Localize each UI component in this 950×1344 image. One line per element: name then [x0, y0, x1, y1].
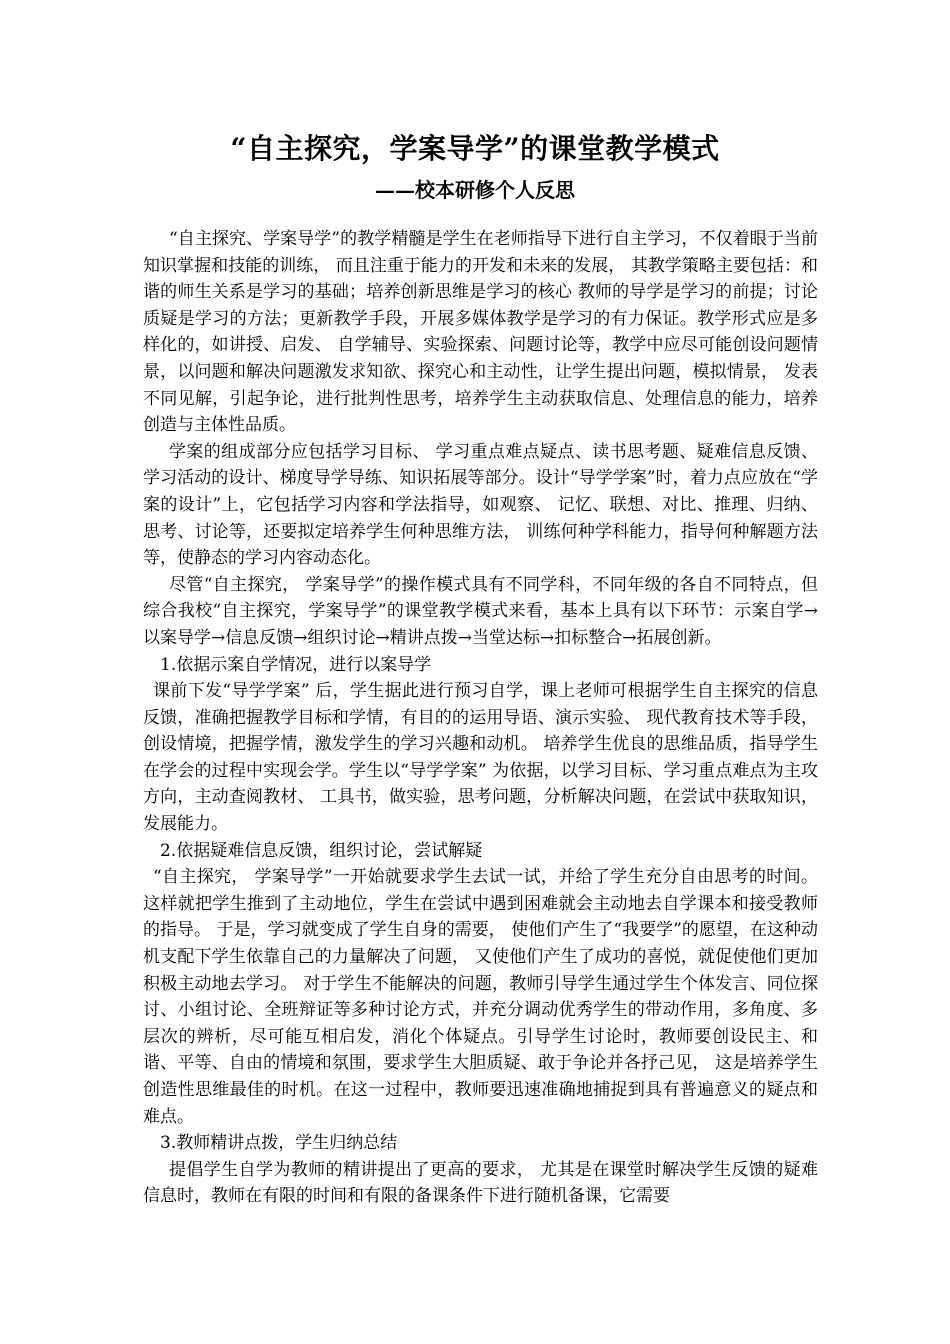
paragraph-intro: “自主探究、学案导学”的教学精髓是学生在老师指导下进行自主学习，不仅着眼于当前知识掌握和技能的训练， 而且注重于能力的开发和未来的发展， 其教学策略主要包括：和谐的师生关系是学习的基础；培养创新思维是学习的核心 教师的导学是学习的前提；讨论质疑是学习的方法；更新教学手段，开展多媒体教学是学习的有力保证。教学形式应是多样化的，如讲授、启发、 自学辅导、实验探索、问题讨论等，教学中应尽可能创设问题情景，以问题和解决问题激发求知欲、探究心和主动性，让学生提出问题，模拟情景， 发表不同见解，引起争论，进行批判性思考，培养学生主动获取信息、处理信息的能力，培养创造与主体性品质。	[143, 229, 818, 436]
paragraph-section-1: 课前下发“导学学案” 后，学生据此进行预习自学，课上老师可根据学生自主探究的信息反馈，准确把握教学目标和学情，有目的的运用导语、演示实验、 现代教育技术等手段，创设情境，把握学情，激发学生的学习兴趣和动机。 培养学生优良的思维品质，指导学生在学会的过程中实现会学。学生以“导学学案” 为依据，以学习目标、学习重点难点为主攻方向，主动查阅教材、 工具书，做实验，思考问题，分析解决问题，在尝试中获取知识，发展能力。	[143, 681, 818, 835]
paragraph-teaching-steps: 尽管“自主探究， 学案导学”的操作模式具有不同学科，不同年级的各自不同特点，但综合我校“自主探究，学案导学”的课堂教学模式来看，基本上具有以下环节：示案自学→以案导学→信息反馈→组织讨论→精讲点拨→当堂达标→扣标整合→拓展创新。	[143, 574, 818, 648]
document-title: “自主探究，学案导学”的课堂教学模式	[230, 132, 720, 165]
paragraph-section-2: “自主探究， 学案导学”一开始就要求学生去试一试，并给了学生充分自由思考的时间。 这样就把学生推到了主动地位，学生在尝试中遇到困难就会主动地去自学课本和接受教师的指导。 于是，学习就变成了学生自身的需要， 使他们产生了“我要学”的愿望，在这种动机支配下学生依靠自己的力量解决了问题， 又使他们产生了成功的喜悦，就促使他们更加积极主动地去学习。 对于学生不能解决的问题，教师引导学生通过学生个体发言、同位探讨、小组讨论、全班辩证等多种讨论方式，并充分调动优秀学生的带动作用，多角度、多层次的辨析，尽可能互相启发，消化个体疑点。引导学生讨论时，教师要创设民主、和谐、平等、自由的情境和氛围，要求学生大胆质疑、敢于争论并各抒己见， 这是培养学生创造性思维最佳的时机。在这一过程中，教师要迅速准确地捕捉到具有普遍意义的疑点和难点。	[143, 867, 818, 1127]
section-heading-1: 1.依据示案自学情况，进行以案导学	[160, 654, 432, 675]
document-body	[143, 226, 818, 1210]
document-subtitle: ——校本研修个人反思	[375, 178, 575, 202]
paragraph-section-3: 提倡学生自学为教师的精讲提出了更高的要求， 尤其是在课堂时解决学生反馈的疑难信息时，教师在有限的时间和有限的备课条件下进行随机备课，它需要	[143, 1159, 818, 1207]
section-heading-2: 2.依据疑难信息反馈，组织讨论，尝试解疑	[160, 840, 483, 861]
section-heading-3: 3.教师精讲点拨，学生归纳总结	[160, 1133, 398, 1154]
paragraph-study-guide-components: 学案的组成部分应包括学习目标、 学习重点难点疑点、读书思考题、疑难信息反馈、学习活动的设计、梯度导学导练、知识拓展等部分。设计“导学学案”时，着力点应放在“学案的设计”上，它包括学习内容和学法指导，如观察、 记忆、联想、对比、推理、归纳、思考、讨论等，还要拟定培养学生何种思维方法， 训练何种学科能力，指导何种解题方法等，使静态的学习内容动态化。	[143, 441, 818, 569]
